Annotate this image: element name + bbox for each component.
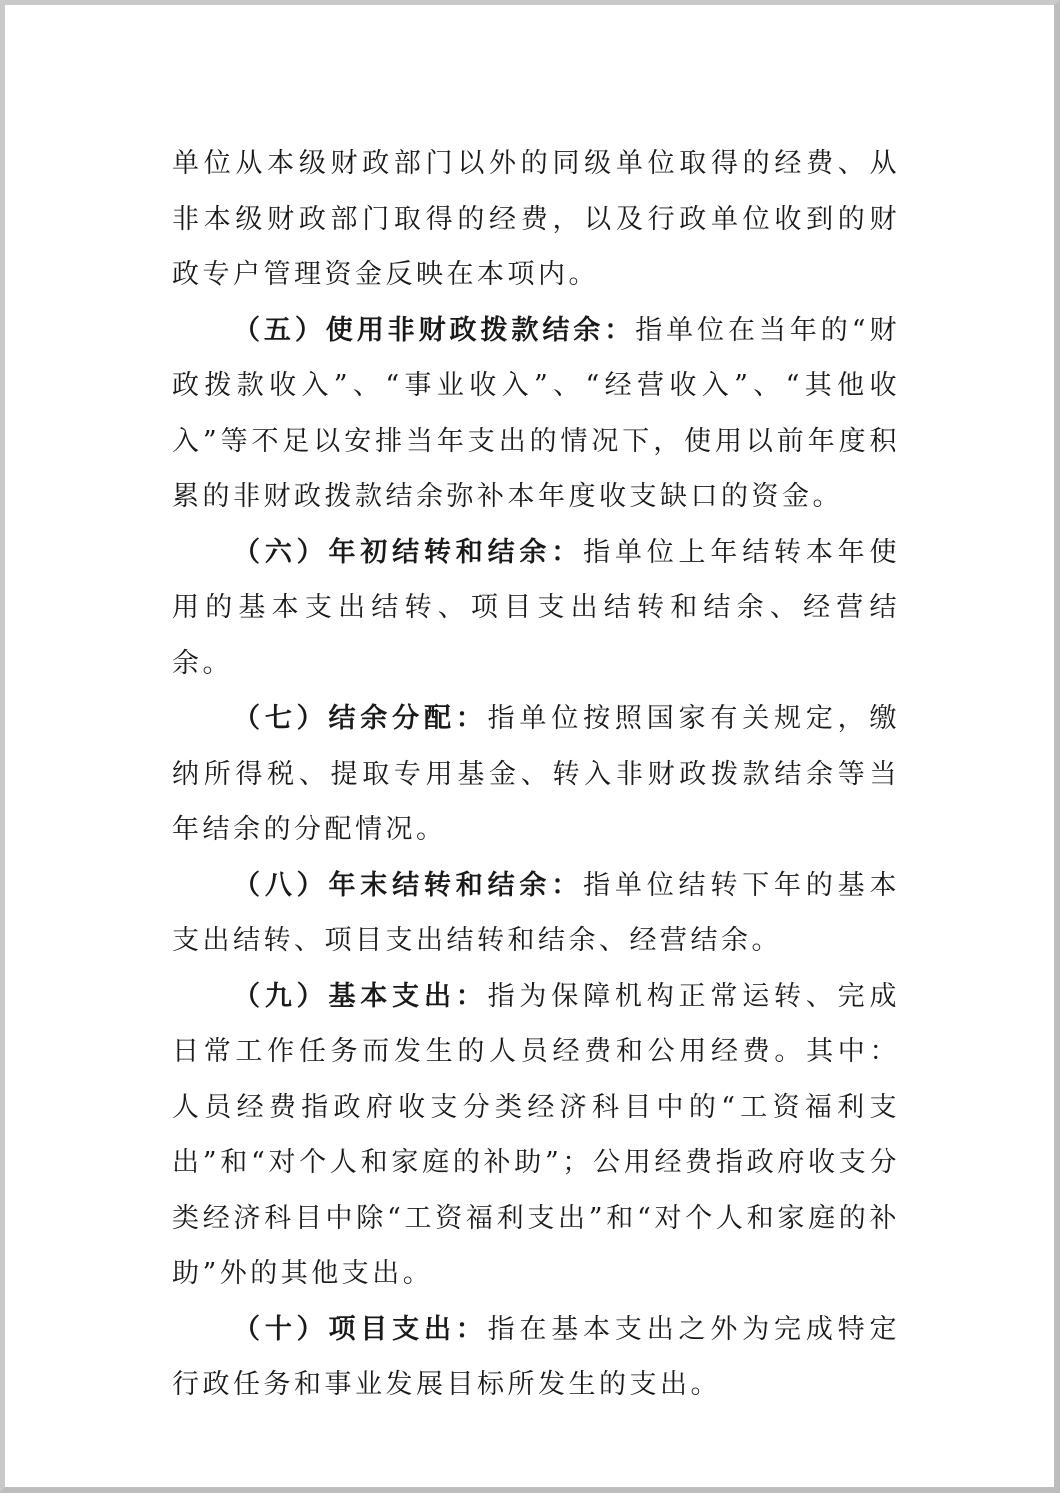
section-heading: （五）使用非财政拨款结余： bbox=[233, 314, 636, 346]
paragraph-body: 指单位上年结转本年使用的基本支出结转、项目支出结转和结余、经营结余。 bbox=[172, 536, 901, 679]
paragraph-body: 指单位按照国家有关规定，缴纳所得税、提取专用基金、转入非财政拨款结余等当年结余的分配情况。 bbox=[172, 703, 901, 845]
paragraph-section-5 bbox=[172, 303, 900, 525]
paragraph-continuation bbox=[172, 136, 900, 303]
paragraph-section-8 bbox=[172, 858, 900, 969]
section-heading: （十）项目支出： bbox=[233, 1313, 488, 1345]
paragraph-section-7 bbox=[172, 691, 900, 858]
paragraph-body: 单位从本级财政部门以外的同级单位取得的经费、从非本级财政部门取得的经费，以及行政单位收到的财政专户管理资金反映在本项内。 bbox=[172, 148, 900, 290]
paragraph-section-10 bbox=[172, 1302, 900, 1413]
paragraph-section-6 bbox=[172, 525, 900, 692]
section-heading: （八）年末结转和结余： bbox=[233, 869, 584, 901]
section-heading: （九）基本支出： bbox=[233, 980, 488, 1012]
section-heading: （七）结余分配： bbox=[233, 703, 488, 734]
document-body bbox=[172, 136, 900, 1413]
section-heading: （六）年初结转和结余： bbox=[233, 536, 584, 568]
paragraph-body: 指单位在当年的“财政拨款收入”、“事业收入”、“经营收入”、“其他收入”等不足以安排当年支出的情况下，使用以前年度积累的非财政拨款结余弥补本年度收支缺口的资金。 bbox=[172, 314, 900, 512]
paragraph-section-9 bbox=[172, 969, 900, 1302]
paragraph-body: 指为保障机构正常运转、完成日常工作任务而发生的人员经费和公用经费。其中：人员经费指政府收支分类经济科目中的“工资福利支出”和“对个人和家庭的补助”；公用经费指政府收支分类经济科目中除“工资福利支出”和“对个人和家庭的补助”外的其他支出。 bbox=[172, 980, 901, 1289]
paragraph-body: 指在基本支出之外为完成特定行政任务和事业发展目标所发生的支出。 bbox=[172, 1313, 901, 1400]
paragraph-body: 指单位结转下年的基本支出结转、项目支出结转和结余、经营结余。 bbox=[172, 869, 901, 956]
